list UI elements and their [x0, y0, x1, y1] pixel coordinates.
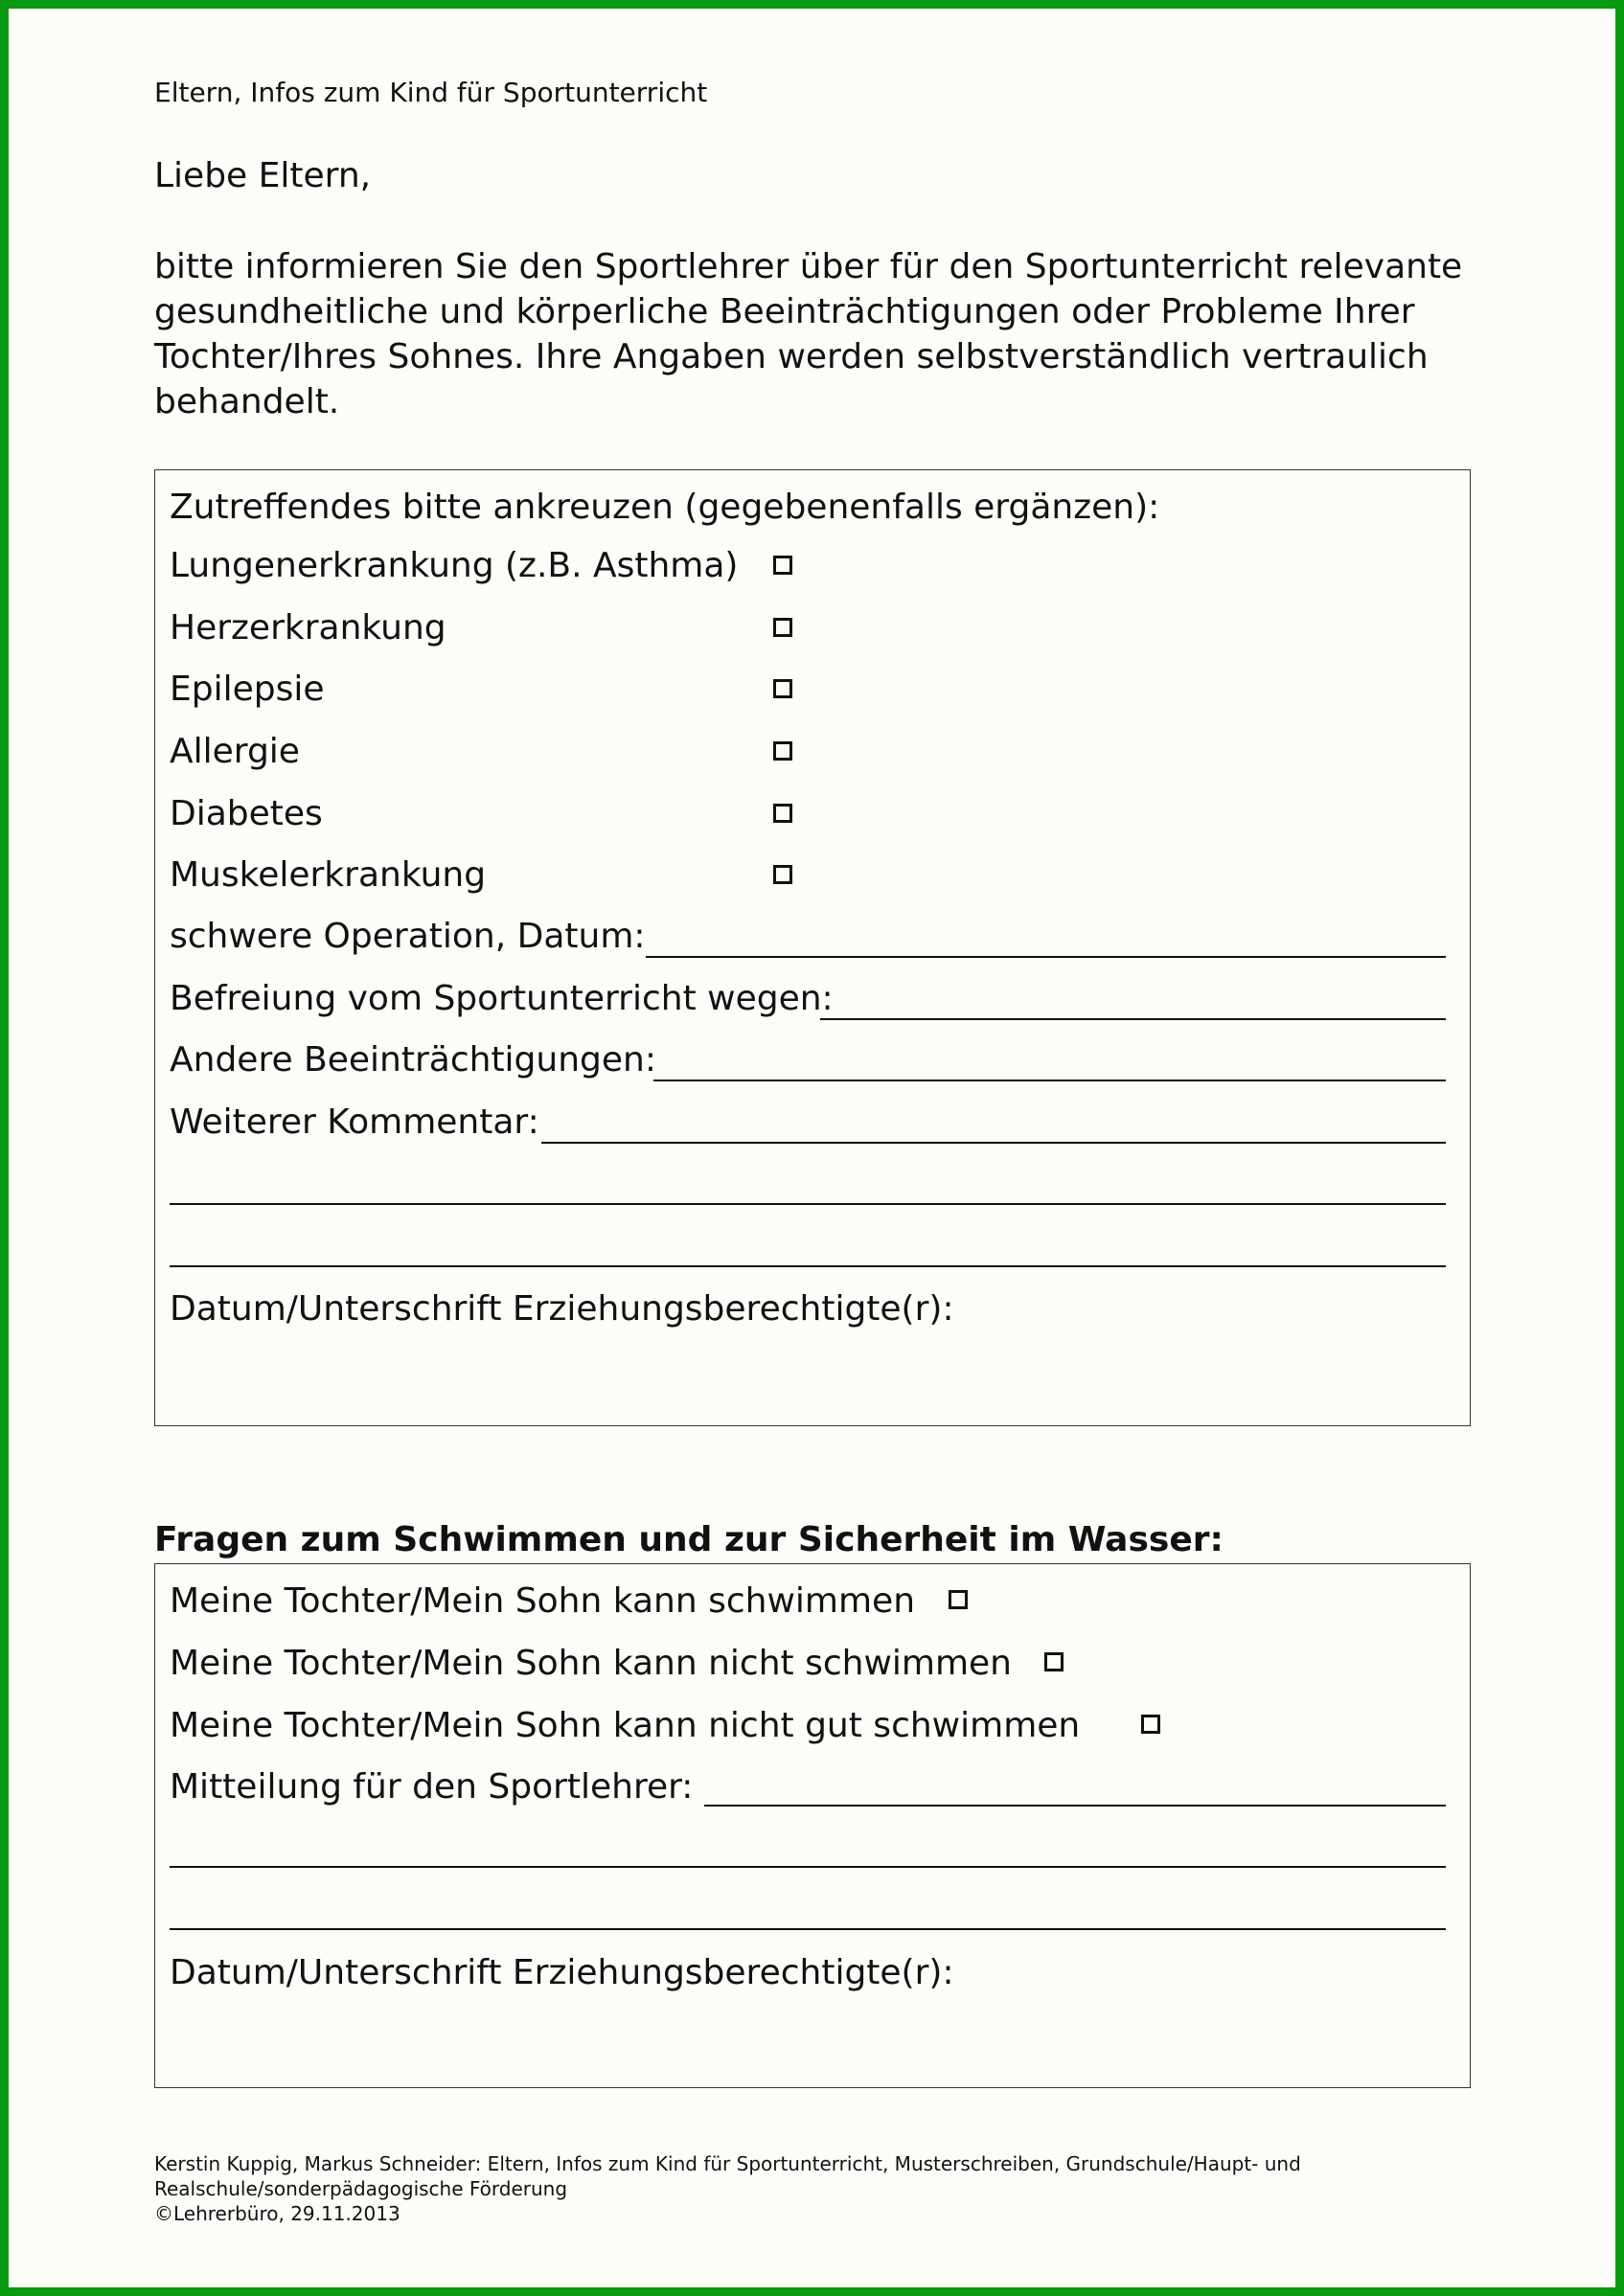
condition-label-epilepsy: Epilepsie — [170, 670, 325, 709]
checkbox-cannot-swim[interactable] — [1044, 1652, 1064, 1671]
exemption-label: Befreiung vom Sportunterricht wegen: — [170, 979, 834, 1018]
other-impairments-label: Andere Beeinträchtigungen: — [170, 1040, 656, 1080]
swim-section-heading: Fragen zum Schwimmen und zur Sicherheit im Wasser: — [154, 1520, 1224, 1559]
comment-field-line[interactable] — [170, 1265, 1446, 1267]
signature-label: Datum/Unterschrift Erziehungsberechtigte(r): — [170, 1289, 954, 1329]
message-field-line[interactable] — [170, 1866, 1446, 1868]
swim-option-not-well-label: Meine Tochter/Mein Sohn kann nicht gut schwimmen — [170, 1706, 1081, 1745]
signature-area[interactable] — [170, 1341, 1444, 1418]
swim-signature-label: Datum/Unterschrift Erziehungsberechtigte(r): — [170, 1953, 954, 1992]
condition-label-allergy: Allergie — [170, 732, 300, 771]
comment-label: Weiterer Kommentar: — [170, 1103, 539, 1142]
footer-line: ©Lehrerbüro, 29.11.2013 — [154, 2202, 400, 2225]
condition-label-lung: Lungenerkrankung (z.B. Asthma) — [170, 546, 739, 585]
swim-option-cannot-swim-label: Meine Tochter/Mein Sohn kann nicht schwimmen — [170, 1644, 1012, 1683]
checkbox-can-swim[interactable] — [949, 1590, 968, 1609]
exemption-reason-field[interactable] — [820, 1018, 1446, 1020]
comment-field[interactable] — [541, 1142, 1446, 1144]
checkbox-muscle-disease[interactable] — [773, 865, 792, 884]
message-field-line[interactable] — [170, 1928, 1446, 1930]
document-header: Eltern, Infos zum Kind für Sportunterricht — [154, 77, 708, 108]
footer-credits — [154, 2151, 1301, 2226]
swim-option-can-swim-label: Meine Tochter/Mein Sohn kann schwimmen — [170, 1581, 916, 1621]
condition-label-heart: Herzerkrankung — [170, 608, 446, 648]
greeting: Liebe Eltern, — [154, 156, 372, 195]
other-impairments-field[interactable] — [653, 1080, 1446, 1081]
footer-line: Kerstin Kuppig, Markus Schneider: Eltern, Infos zum Kind für Sportunterricht, Musterschreiben, Grundschule/Haupt- und — [154, 2152, 1301, 2175]
checkbox-epilepsy[interactable] — [773, 679, 792, 698]
checkbox-lung-disease[interactable] — [773, 556, 792, 575]
comment-field-line[interactable] — [170, 1203, 1446, 1205]
checkbox-allergy[interactable] — [773, 741, 792, 761]
checkbox-diabetes[interactable] — [773, 804, 792, 823]
condition-label-muscle: Muskelerkrankung — [170, 855, 487, 895]
message-label: Mitteilung für den Sportlehrer: — [170, 1767, 694, 1807]
operation-date-label: schwere Operation, Datum: — [170, 917, 646, 956]
checkbox-heart-disease[interactable] — [773, 618, 792, 637]
intro-line: behandelt. — [154, 382, 340, 421]
swim-signature-area[interactable] — [170, 2004, 1444, 2080]
operation-date-field[interactable] — [646, 956, 1446, 958]
intro-line: gesundheitliche und körperliche Beeinträchtigungen oder Probleme Ihrer — [154, 292, 1415, 331]
health-form-instruction: Zutreffendes bitte ankreuzen (gegebenenfalls ergänzen): — [170, 488, 1160, 527]
intro-line: bitte informieren Sie den Sportlehrer über für den Sportunterricht relevante — [154, 247, 1463, 286]
message-field[interactable] — [704, 1805, 1446, 1807]
intro-line: Tochter/Ihres Sohnes. Ihre Angaben werden selbstverständlich vertraulich — [154, 337, 1429, 376]
condition-label-diabetes: Diabetes — [170, 794, 323, 833]
footer-line: Realschule/sonderpädagogische Förderung — [154, 2177, 568, 2200]
checkbox-cannot-swim-well[interactable] — [1141, 1715, 1160, 1734]
intro-paragraph — [154, 244, 1476, 424]
